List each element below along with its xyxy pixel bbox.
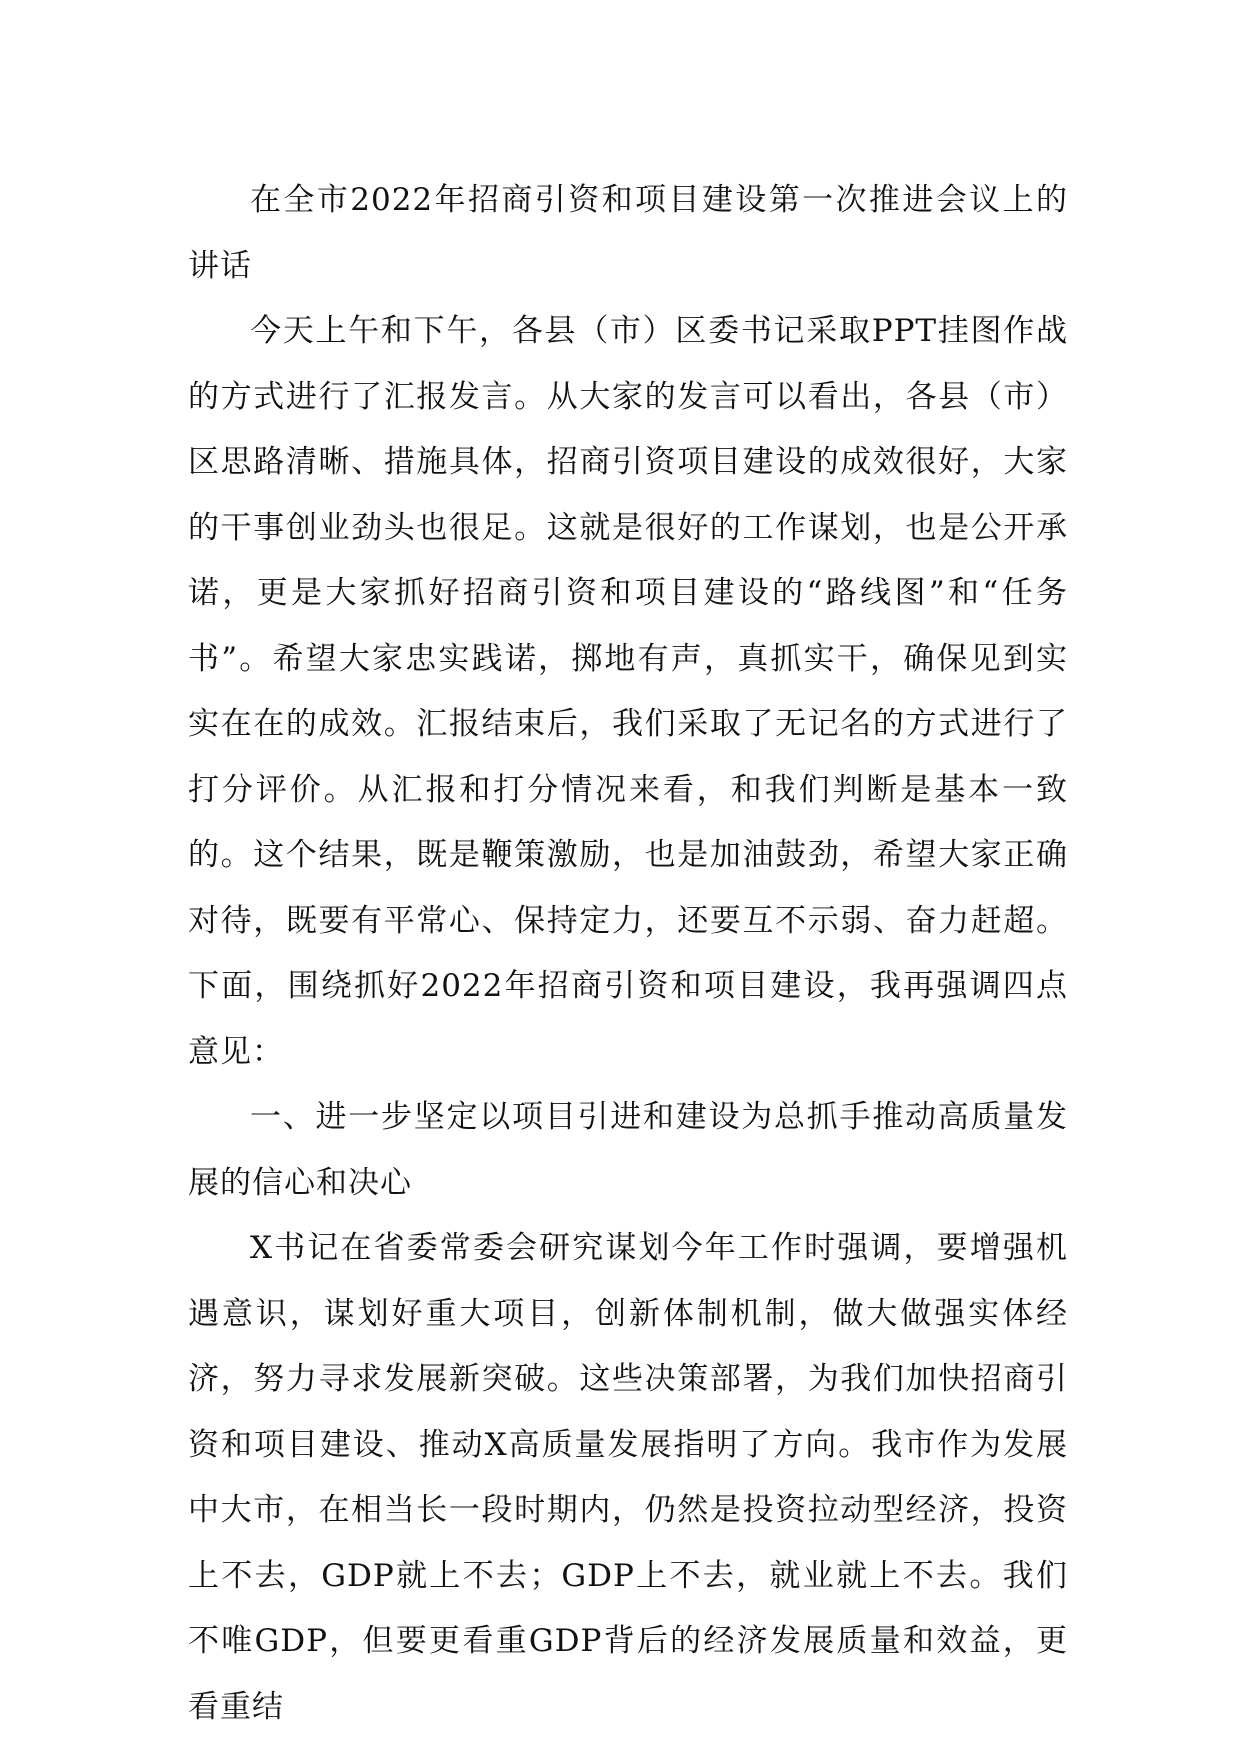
section-heading-1: 一、进一步坚定以项目引进和建设为总抓手推动高质量发展的信心和决心	[188, 1099, 1068, 1201]
paragraph-intro: 今天上午和下午，各县（市）区委书记采取PPT挂图作战的方式进行了汇报发言。从大家的发言可以看出，各县（市）区思路清晰、措施具体，招商引资项目建设的成效很好，大家的干事创业劲头也很足。这就是很好的工作谋划，也是公开承诺，更是大家抓好招商引资和项目建设的“路线图”和“任务书”。希望大家忠实践诺，掷地有声，真抓实干，确保见到实实在在的成效。汇报结束后，我们采取了无记名的方式进行了打分评价。从汇报和打分情况来看，和我们判断是基本一致的。这个结果，既是鞭策激励，也是加油鼓劲，希望大家正确对待，既要有平常心、保持定力，还要互不示弱、奋力赶超。下面，围绕抓好2022年招商引资和项目建设，我再强调四点意见：	[188, 313, 1068, 1070]
paragraph-section-1: X书记在省委常委会研究谋划今年工作时强调，要增强机遇意识，谋划好重大项目，创新体制机制，做大做强实体经济，努力寻求发展新突破。这些决策部署，为我们加快招商引资和项目建设、推动X高质量发展指明了方向。我市作为发展中大市，在相当长一段时期内，仍然是投资拉动型经济，投资上不去，GDP就上不去；GDP上不去，就业就上不去。我们不唯GDP，但要更看重GDP背后的经济发展质量和效益，更看重结	[188, 1230, 1068, 1725]
document-title: 在全市2022年招商引资和项目建设第一次推进会议上的讲话	[188, 182, 1068, 284]
document-body	[188, 168, 1068, 1740]
